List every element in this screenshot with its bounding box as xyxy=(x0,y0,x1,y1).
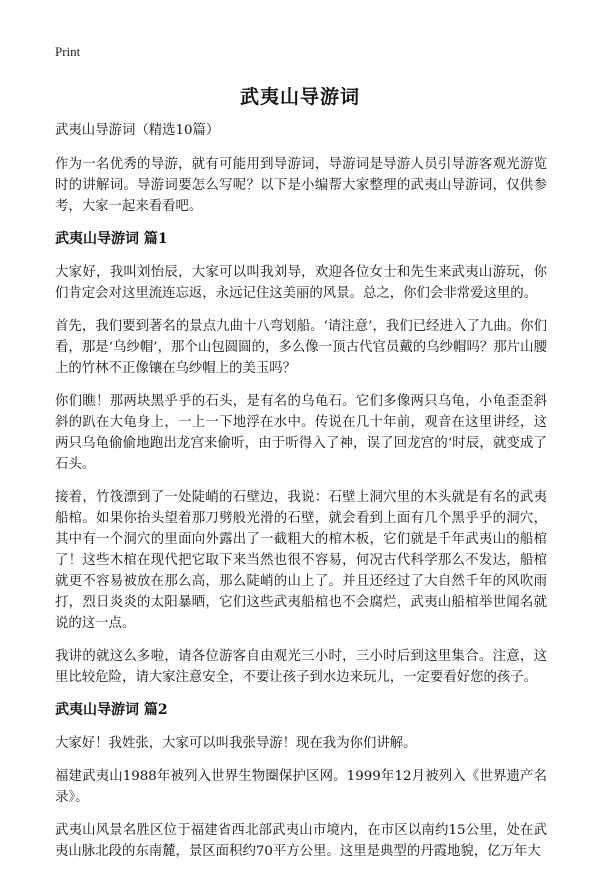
paragraph: 你们瞧！那两块黑乎乎的石头，是有名的乌龟石。它们多像两只乌龟，小龟歪歪斜斜的趴在大龟身上，一上一下地浮在水中。传说在几十年前，观音在这里讲经，这两只乌龟偷偷地跑出龙宫来偷听，由于听得入了神，误了回龙宫的‘时辰，就变成了石头。 xyxy=(55,394,547,472)
paragraph: 我讲的就这么多啦，请各位游客自由观光三小时，三小时后到这里集合。注意，这里比较危险，请大家注意安全，不要让孩子到水边来玩儿，一定要看好您的孩子。 xyxy=(55,649,547,685)
section-heading: 武夷山导游词 篇1 xyxy=(55,231,168,247)
print-link[interactable]: Print xyxy=(55,44,81,59)
article-subtitle: 武夷山导游词（精选10篇） xyxy=(55,123,220,138)
intro-paragraph: 作为一名优秀的导游，就有可能用到导游词，导游词是导游人员引导游客观光游览时的讲解词。导游词要怎么写呢？以下是小编帮大家整理的武夷山导游词，仅供参考，大家一起来看看吧。 xyxy=(55,157,547,214)
paragraph: 大家好！我姓张，大家可以叫我张导游！现在我为你们讲解。 xyxy=(55,736,417,751)
page-title: 武夷山导游词 xyxy=(239,86,360,108)
paragraph: 武夷山风景名胜区位于福建省西北部武夷山市境内，在市区以南约15公里，处在武夷山脉北段的东南麓，景区面积约70平方公里。这里是典型的丹霞地貌，亿万年大 xyxy=(55,823,547,859)
section-heading: 武夷山导游词 篇2 xyxy=(55,702,168,718)
paragraph: 福建武夷山1988年被列入世界生物圈保护区网。1999年12月被列入《世界遗产名录》。 xyxy=(55,769,547,805)
paragraph: 大家好，我叫刘怡辰，大家可以叫我刘导，欢迎各位女士和先生来武夷山游玩，你们肯定会对这里流连忘返，永远记住这美丽的风景。总之，你们会非常爱这里的。 xyxy=(55,265,547,301)
article-body xyxy=(55,120,547,874)
paragraph: 接着，竹筏漂到了一处陡峭的石壁边，我说：石壁上洞穴里的木头就是有名的武夷船棺。如果你抬头望着那刀劈般光滑的石壁，就会看到上面有几个黑乎乎的洞穴，其中有一个洞穴的里面向外露出了一截粗大的棺木板，它们就是千年武夷山的船棺了！这些木棺在现代把它取下来当然也很不容易，何况古代科学那么不发达，船棺就更不容易被放在那么高，那么陡峭的山上了。并且还经过了大自然千年的风吹雨打，烈日炎炎的太阳暴晒，它们这些武夷船棺也不会腐烂，武夷山船棺举世闻名就说的这一点。 xyxy=(55,490,547,631)
paragraph: 首先，我们要到著名的景点九曲十八弯划船。‘请注意’，我们已经进入了九曲。你们看，那是‘乌纱帽’，那个山包圆圆的，多么像一顶古代官员戴的乌纱帽吗？那片山腰上的竹林不正像镶在乌纱帽上的美玉吗？ xyxy=(55,319,547,376)
